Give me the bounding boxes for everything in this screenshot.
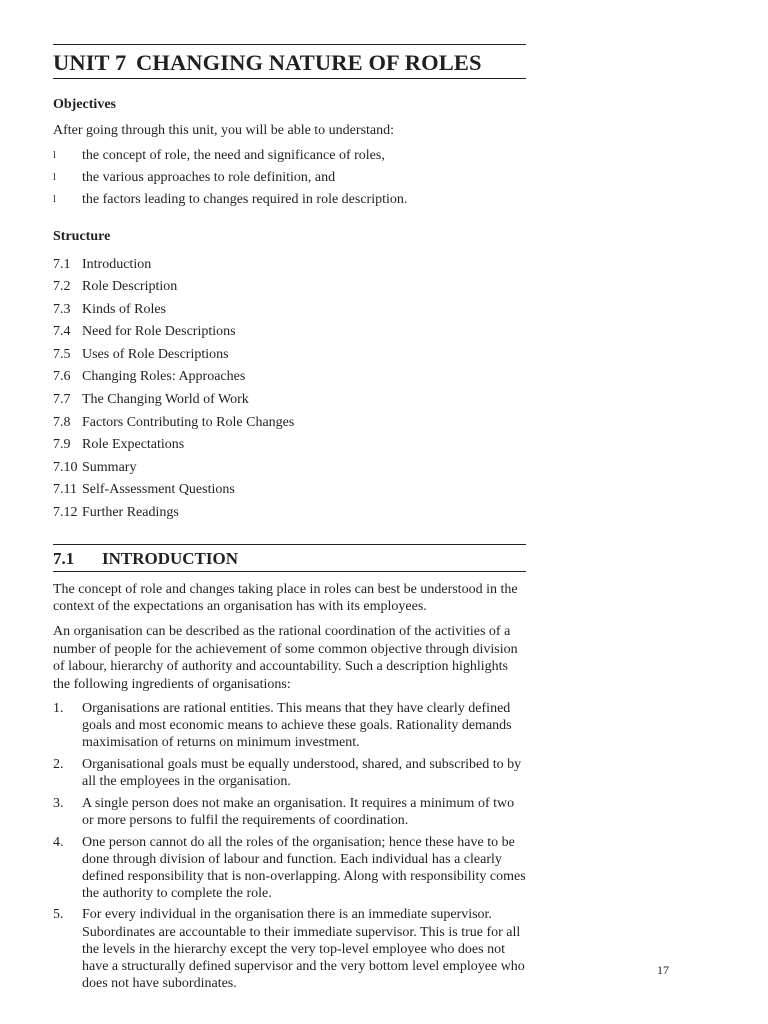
list-item xyxy=(53,834,526,902)
list-item xyxy=(53,700,526,751)
structure-item-number: 7.10 xyxy=(53,459,78,475)
list-item-text: For every individual in the organisation there is an immediate supervisor. Subordinates are accountable to their immediate supervisor. This is true for all the levels in the hierarchy except the very top-level employee who does not have a structurally defined supervisor and the very bottom level employee who does not have subordinates. xyxy=(82,907,525,991)
structure-item-label: Summary xyxy=(82,459,137,475)
structure-item-number: 7.2 xyxy=(53,279,71,295)
list-item-number: 1. xyxy=(53,701,64,717)
objective-text: the factors leading to changes required in role description. xyxy=(82,191,408,207)
list-item xyxy=(53,756,526,790)
list-item-text: Organisational goals must be equally understood, shared, and subscribed to by all the employees in the organisation. xyxy=(82,756,522,790)
structure-item-number: 7.6 xyxy=(53,369,71,385)
structure-item-label: Further Readings xyxy=(82,505,179,521)
list-item-text: Organisations are rational entities. This means that they have clearly defined goals and most economic means to achieve these goals. Rationality demands maximisation of returns on minimum investment. xyxy=(82,701,512,751)
page-content xyxy=(53,44,526,997)
structure-item xyxy=(53,457,526,480)
list-item xyxy=(53,906,526,991)
structure-item xyxy=(53,389,526,412)
structure-item xyxy=(53,299,526,322)
structure-item-number: 7.9 xyxy=(53,437,71,453)
structure-item-label: Role Description xyxy=(82,279,178,295)
section-title: INTRODUCTION xyxy=(102,548,239,568)
structure-item-label: Role Expectations xyxy=(82,437,185,453)
bullet-icon: l xyxy=(53,149,56,161)
list-item xyxy=(53,795,526,829)
objective-item xyxy=(53,145,526,167)
list-item-number: 3. xyxy=(53,795,64,811)
objectives-list xyxy=(53,145,526,211)
structure-item xyxy=(53,276,526,299)
structure-item-number: 7.5 xyxy=(53,346,71,362)
unit-heading xyxy=(53,44,526,79)
structure-item-label: Changing Roles: Approaches xyxy=(82,369,246,385)
structure-item-number: 7.8 xyxy=(53,414,71,430)
structure-item-label: Uses of Role Descriptions xyxy=(82,346,229,362)
structure-item-number: 7.12 xyxy=(53,505,78,521)
structure-item-label: Need for Role Descriptions xyxy=(82,324,236,340)
objective-text: the concept of role, the need and significance of roles, xyxy=(82,147,385,163)
structure-item xyxy=(53,434,526,457)
ingredients-list xyxy=(53,700,526,992)
bullet-icon: l xyxy=(53,193,56,205)
objective-text: the various approaches to role definition, and xyxy=(82,169,336,185)
structure-item xyxy=(53,502,526,525)
objective-item xyxy=(53,167,526,189)
structure-item xyxy=(53,344,526,367)
structure-item-number: 7.3 xyxy=(53,301,71,317)
structure-item-number: 7.7 xyxy=(53,392,71,408)
structure-item xyxy=(53,479,526,502)
list-item-number: 4. xyxy=(53,834,64,850)
list-item-text: A single person does not make an organisation. It requires a minimum of two or more persons to fulfil the requirements of coordination. xyxy=(82,795,515,828)
structure-item xyxy=(53,254,526,277)
page-number: 17 xyxy=(657,963,669,977)
structure-item-number: 7.1 xyxy=(53,256,71,272)
structure-item-label: Introduction xyxy=(82,256,152,272)
objective-item xyxy=(53,189,526,211)
structure-item-label: Kinds of Roles xyxy=(82,301,166,317)
bullet-icon: l xyxy=(53,171,56,183)
structure-item xyxy=(53,412,526,435)
structure-item-label: Self-Assessment Questions xyxy=(82,482,235,498)
unit-title: CHANGING NATURE OF ROLES xyxy=(136,50,482,75)
list-item-number: 5. xyxy=(53,907,64,923)
objectives-intro: After going through this unit, you will be able to understand: xyxy=(53,123,395,138)
structure-item-label: The Changing World of Work xyxy=(82,392,249,408)
objectives-heading: Objectives xyxy=(53,97,116,112)
structure-item xyxy=(53,366,526,389)
intro-paragraph: The concept of role and changes taking place in roles can best be understood in the context of the expectations an organisation has with its employees. xyxy=(53,581,518,615)
structure-heading: Structure xyxy=(53,228,111,244)
unit-number: UNIT 7 xyxy=(53,50,127,75)
list-item-text: One person cannot do all the roles of the organisation; hence these have to be done through division of labour and function. Each individual has a clearly defined responsibility that is non-overlapping. Along with responsibility comes the authority to complete the role. xyxy=(82,834,526,901)
structure-list xyxy=(53,254,526,525)
structure-item-number: 7.4 xyxy=(53,324,71,340)
structure-item-label: Factors Contributing to Role Changes xyxy=(82,414,295,430)
structure-item-number: 7.11 xyxy=(53,482,77,498)
introduction-heading xyxy=(53,544,526,572)
intro-paragraph: An organisation can be described as the rational coordination of the activities of a number of people for the achievement of some common objective through division of labour, hierarchy of authority and accountability. Such a description highlights the following ingredients of organisations: xyxy=(53,624,518,692)
section-number: 7.1 xyxy=(53,548,75,568)
list-item-number: 2. xyxy=(53,756,64,772)
structure-item xyxy=(53,321,526,344)
